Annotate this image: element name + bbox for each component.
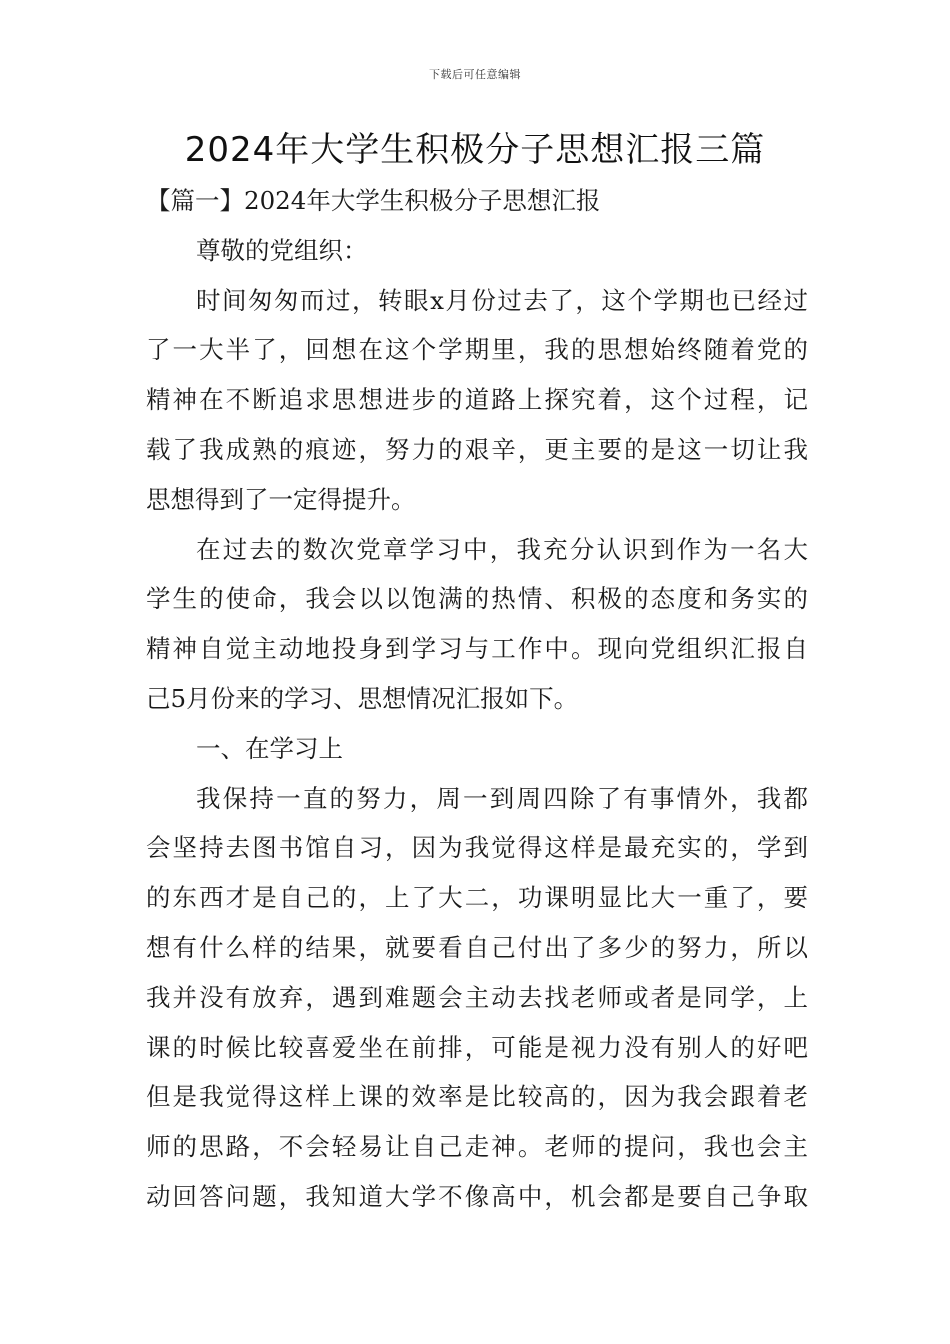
subheading-study: 一、在学习上 <box>196 733 343 763</box>
paragraph-line: 想有什么样的结果，就要看自己付出了多少的努力，所以 <box>146 932 808 962</box>
paragraph-line: 我保持一直的努力，周一到周四除了有事情外，我都 <box>196 783 808 813</box>
document-title: 2024年大学生积极分子思想汇报三篇 <box>184 130 766 170</box>
paragraph-line: 精神自觉主动地投身到学习与工作中。现向党组织汇报自 <box>146 634 808 664</box>
salutation: 尊敬的党组织： <box>196 235 368 265</box>
paragraph-line: 课的时候比较喜爱坐在前排，可能是视力没有别人的好吧 <box>146 1032 808 1062</box>
paragraph-line: 己5月份来的学习、思想情况汇报如下。 <box>146 683 579 713</box>
paragraph-2 <box>146 525 808 724</box>
paragraph-line: 学生的使命，我会以以饱满的热情、积极的态度和务实的 <box>146 584 808 614</box>
paragraph-line: 了一大半了，回想在这个学期里，我的思想始终随着党的 <box>146 335 808 365</box>
paragraph-line: 载了我成熟的痕迹，努力的艰辛，更主要的是这一切让我 <box>146 434 808 464</box>
document-body <box>146 176 808 1222</box>
paragraph-line: 的东西才是自己的，上了大二，功课明显比大一重了，要 <box>146 883 808 913</box>
paragraph-line: 但是我觉得这样上课的效率是比较高的，因为我会跟着老 <box>146 1082 808 1112</box>
paragraph-line: 我并没有放弃，遇到难题会主动去找老师或者是同学，上 <box>146 982 808 1012</box>
paragraph-line: 在过去的数次党章学习中，我充分认识到作为一名大 <box>196 534 808 564</box>
paragraph-line: 思想得到了一定得提升。 <box>146 484 416 514</box>
paragraph-3 <box>146 774 808 1222</box>
header-note: 下载后可任意编辑 <box>429 68 521 81</box>
section-heading: 【篇一】2024年大学生积极分子思想汇报 <box>146 186 601 215</box>
paragraph-line: 师的思路，不会轻易让自己走神。老师的提问，我也会主 <box>146 1132 808 1162</box>
paragraph-line: 动回答问题，我知道大学不像高中，机会都是要自己争取 <box>146 1181 808 1211</box>
paragraph-line: 会坚持去图书馆自习，因为我觉得这样是最充实的，学到 <box>146 833 808 863</box>
paragraph-line: 时间匆匆而过，转眼x月份过去了，这个学期也已经过 <box>196 285 808 315</box>
paragraph-line: 精神在不断追求思想进步的道路上探究着，这个过程，记 <box>146 385 808 415</box>
paragraph-1 <box>146 276 808 525</box>
